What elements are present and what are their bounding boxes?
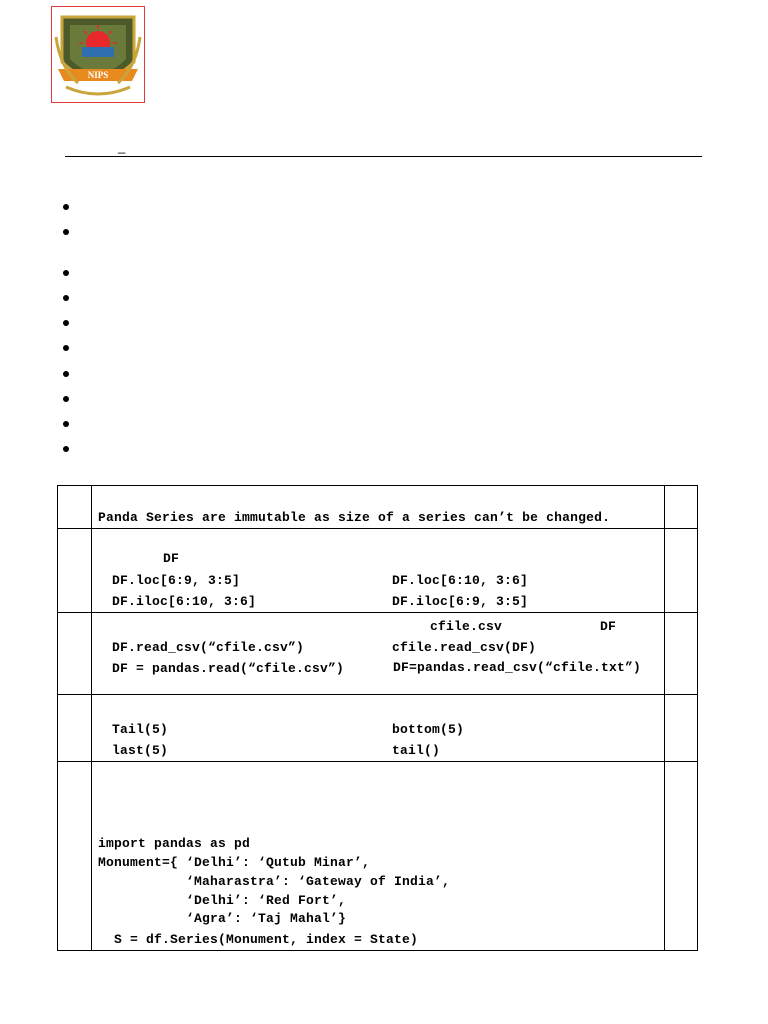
question-number-cell	[58, 486, 92, 529]
question-cell	[92, 486, 665, 529]
marks-cell	[665, 486, 698, 529]
svg-text:NIPS: NIPS	[87, 70, 109, 80]
list-item	[62, 270, 70, 278]
question-label-df: DF	[600, 619, 617, 634]
school-logo	[51, 6, 145, 103]
option-b: bottom(5)	[392, 722, 465, 737]
question-cell	[92, 695, 665, 762]
table-row	[58, 762, 698, 951]
code-line: ‘Maharastra’: ‘Gateway of India’,	[98, 874, 451, 889]
option-a: DF.read_csv(“cfile.csv”)	[112, 640, 305, 655]
option-a: Tail(5)	[112, 722, 169, 737]
option-c: DF.iloc[6:10, 3:6]	[112, 594, 257, 609]
question-table	[57, 485, 698, 951]
marks-cell	[665, 529, 698, 613]
option-d: DF=pandas.read_csv(“cfile.txt”)	[393, 660, 642, 675]
list-item	[62, 229, 70, 237]
table-row	[58, 529, 698, 613]
marks-cell	[665, 762, 698, 951]
list-item	[62, 446, 70, 454]
list-item	[62, 320, 70, 328]
table-row	[58, 486, 698, 529]
header-rule	[65, 156, 702, 157]
code-line: ‘Delhi’: ‘Red Fort’,	[98, 893, 347, 908]
table-row	[58, 695, 698, 762]
question-label: DF	[163, 551, 180, 566]
code-line: import pandas as pd	[98, 836, 251, 851]
list-item	[62, 345, 70, 353]
question-cell	[92, 613, 665, 695]
question-number-cell	[58, 695, 92, 762]
question-number-cell	[58, 613, 92, 695]
table-row	[58, 613, 698, 695]
code-line: Monument={ ‘Delhi’: ‘Qutub Minar’,	[98, 855, 371, 870]
list-item	[62, 204, 70, 212]
question-cell	[92, 762, 665, 951]
option-d: tail()	[392, 743, 441, 758]
option-b: DF.loc[6:10, 3:6]	[392, 573, 529, 588]
option-a: DF.loc[6:9, 3:5]	[112, 573, 241, 588]
list-item	[62, 295, 70, 303]
list-item	[62, 396, 70, 404]
header-dash: _	[118, 139, 126, 154]
marks-cell	[665, 613, 698, 695]
list-item	[62, 371, 70, 379]
question-cell	[92, 529, 665, 613]
question-text: Panda Series are immutable as size of a series can’t be changed.	[98, 510, 611, 525]
option-b: cfile.read_csv(DF)	[392, 640, 537, 655]
option-c: last(5)	[112, 743, 169, 758]
question-number-cell	[58, 529, 92, 613]
code-line: ‘Agra’: ‘Taj Mahal’}	[98, 911, 347, 926]
list-item	[62, 421, 70, 429]
marks-cell	[665, 695, 698, 762]
question-number-cell	[58, 762, 92, 951]
question-label-file: cfile.csv	[430, 619, 503, 634]
option-d: DF.iloc[6:9, 3:5]	[392, 594, 529, 609]
code-line: S = df.Series(Monument, index = State)	[98, 932, 419, 947]
option-c: DF = pandas.read(“cfile.csv”)	[112, 661, 345, 676]
